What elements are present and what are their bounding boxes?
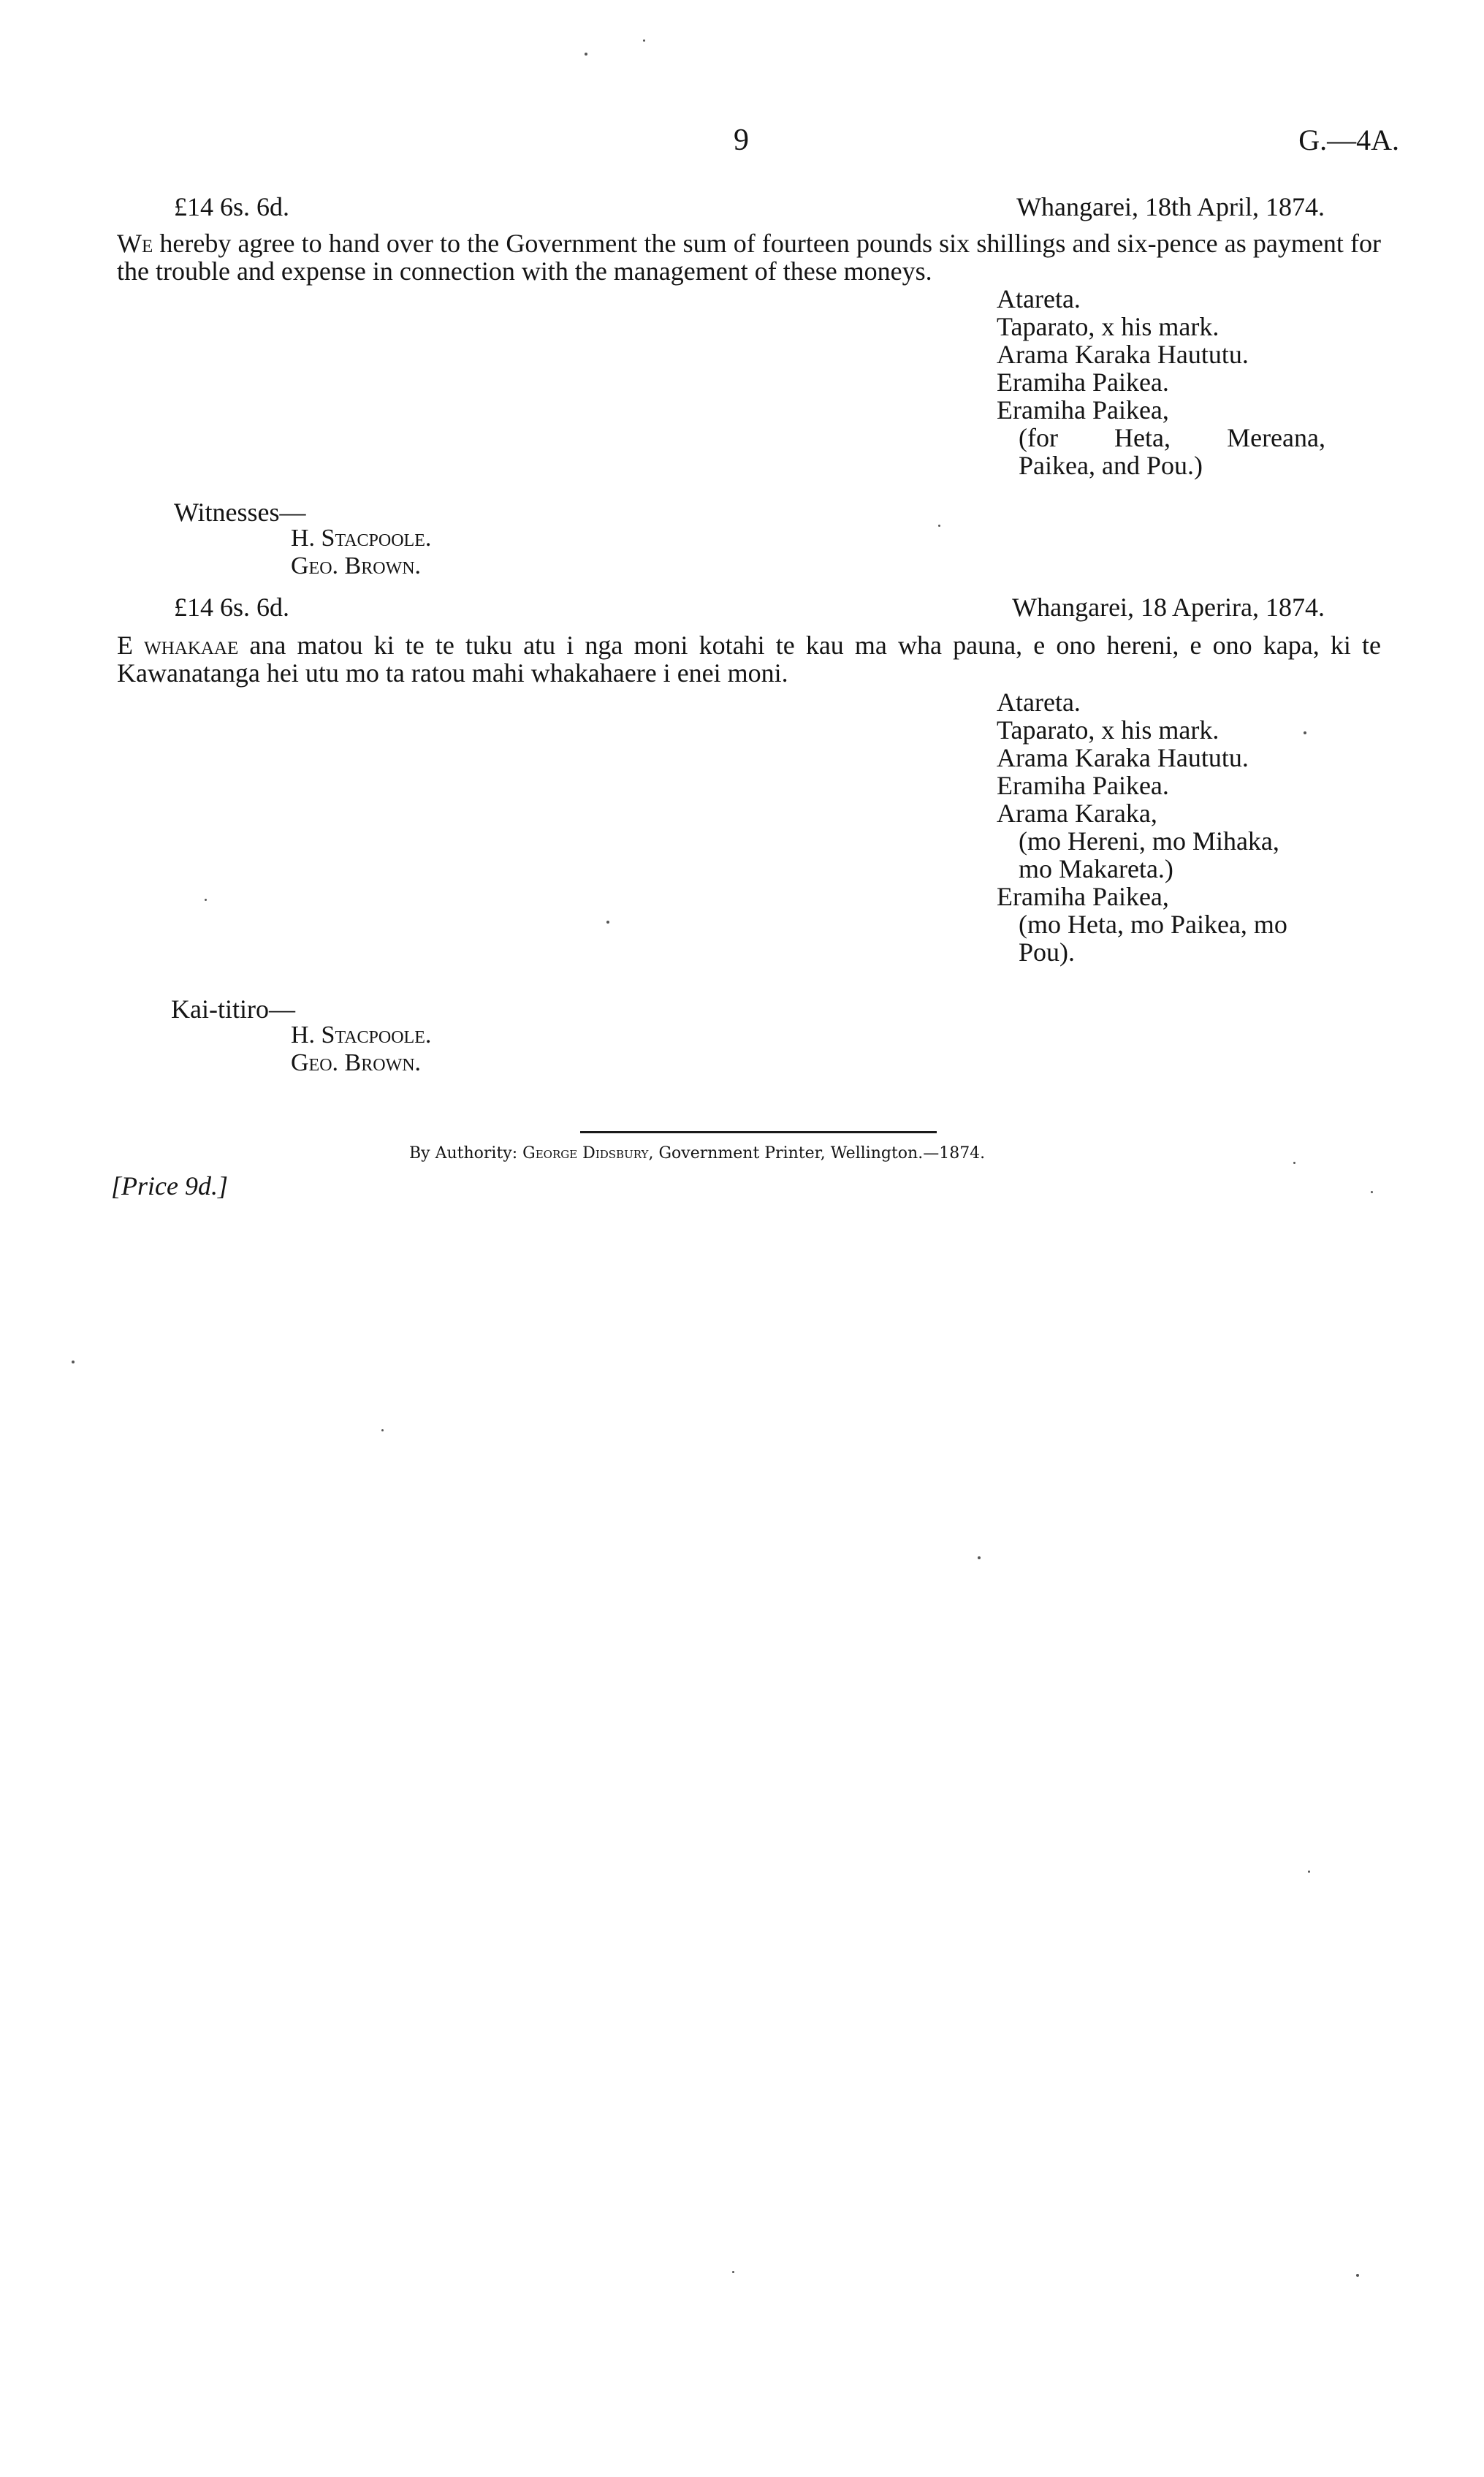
english-witness-heading: Witnesses— (174, 498, 306, 527)
signature-arama-karaka: Arama Karaka, (997, 799, 1157, 828)
signature-proxy-line-1: (for Heta, Mereana, (1019, 423, 1325, 452)
maori-amount: £14 6s. 6d. (174, 593, 290, 622)
signature-proxy-line-1: (mo Hereni, mo Mihaka, (1019, 826, 1279, 856)
scan-speck (938, 525, 940, 527)
maori-body-text: ana matou ki te te tuku atu i nga moni kotahi te kau ma wha pauna, e ono hereni, e ono kapa, ki te Kawanatanga hei utu mo ta ratou mahi whakahaere i enei moni. (117, 631, 1381, 688)
english-body-text: hereby agree to hand over to the Government the sum of fourteen pounds six shillings and six-pence as payment for the trouble and expense in connection with the management of these moneys. (117, 229, 1382, 286)
signature-eramiha-paikea: Eramiha Paikea. (997, 771, 1169, 800)
scan-speck (72, 1361, 75, 1363)
signature-proxy-line-2: mo Makareta.) (1019, 854, 1173, 883)
english-first-word: We (117, 229, 153, 258)
english-agreement-paragraph (117, 229, 1381, 285)
page-number: 9 (734, 123, 749, 157)
price-note (111, 1171, 228, 1201)
scan-speck (1293, 1162, 1295, 1164)
signature-arama-karaka-haututu: Arama Karaka Haututu. (997, 743, 1249, 772)
signature-atareta: Atareta. (997, 688, 1081, 717)
price-text: [Price 9d.] (111, 1171, 228, 1201)
scan-speck (585, 53, 587, 56)
scan-speck (381, 1429, 384, 1431)
scan-speck (1308, 1871, 1310, 1873)
scan-speck (1304, 731, 1306, 734)
english-signatures (997, 285, 1325, 479)
maori-agreement-paragraph (117, 631, 1381, 687)
signature-eramiha-paikea-mo: Eramiha Paikea, (997, 882, 1169, 911)
imprint-printer-name: George Didsbury (522, 1144, 649, 1163)
english-witness-stacpoole: H. Stacpoole. (291, 525, 432, 552)
scan-speck (1371, 1191, 1373, 1193)
signature-eramiha-paikea-for: Eramiha Paikea, (997, 395, 1169, 425)
scan-speck (1356, 2274, 1359, 2277)
signature-atareta: Atareta. (997, 284, 1081, 313)
imprint-suffix: , Government Printer, Wellington.—1874. (648, 1144, 986, 1163)
signature-eramiha-paikea: Eramiha Paikea. (997, 368, 1169, 397)
signature-proxy-line-4: Pou). (1019, 937, 1076, 967)
document-reference: G.—4A. (1298, 123, 1399, 156)
signature-arama-karaka-haututu: Arama Karaka Haututu. (997, 340, 1249, 369)
scan-speck (732, 2271, 734, 2273)
scan-speck (643, 39, 645, 42)
scan-speck (205, 899, 207, 901)
signature-proxy-line-2: Paikea, and Pou.) (1019, 451, 1203, 480)
scan-speck (606, 921, 609, 924)
english-place-date: Whangarei, 18th April, 1874. (1016, 192, 1325, 221)
scan-speck (978, 1556, 981, 1559)
imprint-prefix: By Authority: (409, 1144, 518, 1163)
maori-place-date: Whangarei, 18 Aperira, 1874. (1012, 593, 1325, 622)
signature-taparato: Taparato, x his mark. (997, 312, 1219, 341)
english-witness-brown: Geo. Brown. (291, 552, 422, 579)
english-amount: £14 6s. 6d. (174, 192, 290, 221)
signature-proxy-line-3: (mo Heta, mo Paikea, mo (1019, 910, 1287, 939)
maori-first-word: E whakaae (117, 631, 239, 660)
signature-taparato: Taparato, x his mark. (997, 715, 1219, 745)
maori-witness-brown: Geo. Brown. (291, 1049, 422, 1076)
footer-rule (580, 1131, 937, 1133)
maori-signatures (997, 688, 1325, 966)
maori-witness-heading: Kai-titiro— (171, 994, 295, 1024)
printer-imprint (409, 1144, 985, 1163)
maori-witness-stacpoole: H. Stacpoole. (291, 1021, 432, 1049)
